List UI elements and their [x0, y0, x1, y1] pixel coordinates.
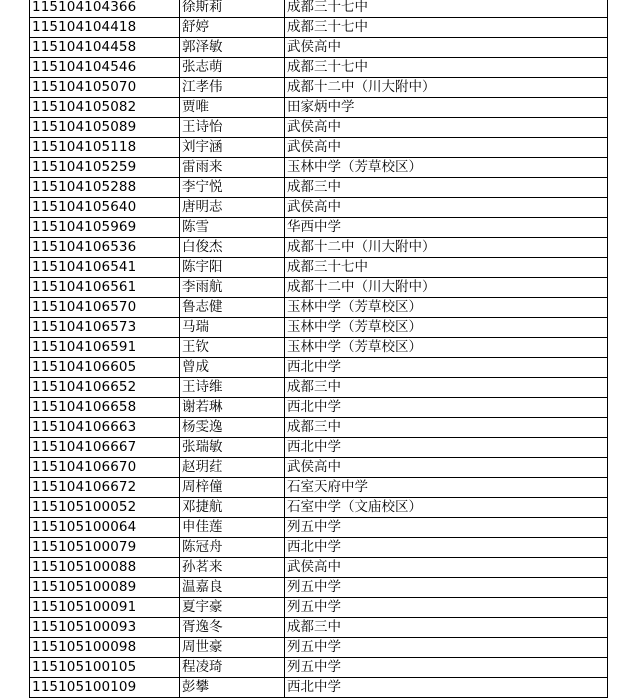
name-cell[interactable]: 白俊杰: [180, 238, 285, 258]
name-cell[interactable]: 彭攀: [180, 678, 285, 698]
id-cell[interactable]: 115105100079: [30, 538, 180, 558]
table-row: [30, 678, 608, 698]
school-cell[interactable]: 列五中学: [285, 658, 608, 678]
table-row: [30, 138, 608, 158]
id-cell[interactable]: 115104105969: [30, 218, 180, 238]
admission-table: [29, 0, 608, 698]
name-cell[interactable]: 周梓僮: [180, 478, 285, 498]
name-cell[interactable]: 雷雨来: [180, 158, 285, 178]
id-cell[interactable]: 115105100064: [30, 518, 180, 538]
name-cell[interactable]: 孙茗来: [180, 558, 285, 578]
name-cell[interactable]: 江孝伟: [180, 78, 285, 98]
school-cell[interactable]: 列五中学: [285, 638, 608, 658]
table-row: [30, 18, 608, 38]
name-cell[interactable]: 陈宇阳: [180, 258, 285, 278]
name-cell[interactable]: 贾唯: [180, 98, 285, 118]
school-cell[interactable]: 玉林中学（芳草校区）: [285, 318, 608, 338]
table-row: [30, 518, 608, 538]
table-row: [30, 458, 608, 478]
school-cell[interactable]: 成都三中: [285, 618, 608, 638]
id-cell[interactable]: 115105100088: [30, 558, 180, 578]
name-cell[interactable]: 郭泽敏: [180, 38, 285, 58]
school-cell[interactable]: 华西中学: [285, 218, 608, 238]
name-cell[interactable]: 张志萌: [180, 58, 285, 78]
id-cell[interactable]: 115105100052: [30, 498, 180, 518]
name-cell[interactable]: 马瑞: [180, 318, 285, 338]
school-cell[interactable]: 武侯高中: [285, 138, 608, 158]
name-cell[interactable]: 王钦: [180, 338, 285, 358]
id-cell[interactable]: 115105100091: [30, 598, 180, 618]
school-cell[interactable]: 成都三中: [285, 418, 608, 438]
table-row: [30, 658, 608, 678]
table-row: [30, 238, 608, 258]
school-cell[interactable]: 西北中学: [285, 438, 608, 458]
table-row: [30, 618, 608, 638]
school-cell[interactable]: 武侯高中: [285, 38, 608, 58]
school-cell[interactable]: 成都三十七中: [285, 258, 608, 278]
name-cell[interactable]: 陈雪: [180, 218, 285, 238]
school-cell[interactable]: 石室中学（文庙校区）: [285, 498, 608, 518]
name-cell[interactable]: 邓捷航: [180, 498, 285, 518]
school-cell[interactable]: 成都三中: [285, 378, 608, 398]
school-cell[interactable]: 玉林中学（芳草校区）: [285, 298, 608, 318]
school-cell[interactable]: 西北中学: [285, 538, 608, 558]
table-row: [30, 438, 608, 458]
id-cell[interactable]: 115104105082: [30, 98, 180, 118]
table-row: [30, 398, 608, 418]
table-row: [30, 38, 608, 58]
school-cell[interactable]: 田家炳中学: [285, 98, 608, 118]
school-cell[interactable]: 西北中学: [285, 358, 608, 378]
table-row: [30, 218, 608, 238]
school-cell[interactable]: 玉林中学（芳草校区）: [285, 158, 608, 178]
school-cell[interactable]: 武侯高中: [285, 118, 608, 138]
name-cell[interactable]: 鲁志健: [180, 298, 285, 318]
name-cell[interactable]: 申佳莲: [180, 518, 285, 538]
table-row: [30, 98, 608, 118]
id-cell[interactable]: 115104104458: [30, 38, 180, 58]
name-cell[interactable]: 曾成: [180, 358, 285, 378]
school-cell[interactable]: 石室天府中学: [285, 478, 608, 498]
name-cell[interactable]: 张瑞敏: [180, 438, 285, 458]
name-cell[interactable]: 胥逸冬: [180, 618, 285, 638]
school-cell[interactable]: 武侯高中: [285, 558, 608, 578]
name-cell[interactable]: 徐斯莉: [180, 0, 285, 18]
school-cell[interactable]: 西北中学: [285, 678, 608, 698]
id-cell[interactable]: 115104106658: [30, 398, 180, 418]
table-row: [30, 118, 608, 138]
name-cell[interactable]: 陈冠舟: [180, 538, 285, 558]
table-row: [30, 418, 608, 438]
school-cell[interactable]: 武侯高中: [285, 458, 608, 478]
name-cell[interactable]: 李宁悦: [180, 178, 285, 198]
school-cell[interactable]: 成都十二中（川大附中）: [285, 278, 608, 298]
id-cell[interactable]: 115104106667: [30, 438, 180, 458]
school-cell[interactable]: 西北中学: [285, 398, 608, 418]
name-cell[interactable]: 李雨航: [180, 278, 285, 298]
table-body: [30, 0, 608, 698]
name-cell[interactable]: 赵玥荭: [180, 458, 285, 478]
name-cell[interactable]: 程凌琦: [180, 658, 285, 678]
id-cell[interactable]: 115105100093: [30, 618, 180, 638]
table-row: [30, 598, 608, 618]
school-cell[interactable]: 列五中学: [285, 578, 608, 598]
school-cell[interactable]: 成都三十七中: [285, 58, 608, 78]
table-row: [30, 478, 608, 498]
table-row: [30, 318, 608, 338]
id-cell[interactable]: 115105100105: [30, 658, 180, 678]
id-cell[interactable]: 115104104418: [30, 18, 180, 38]
name-cell[interactable]: 谢若琳: [180, 398, 285, 418]
table-row: [30, 78, 608, 98]
id-cell[interactable]: 115104106561: [30, 278, 180, 298]
name-cell[interactable]: 夏宇豪: [180, 598, 285, 618]
table-row: [30, 358, 608, 378]
school-cell[interactable]: 列五中学: [285, 598, 608, 618]
table-row: [30, 298, 608, 318]
table-row: [30, 338, 608, 358]
table-row: [30, 58, 608, 78]
name-cell[interactable]: 刘宇涵: [180, 138, 285, 158]
table-row: [30, 538, 608, 558]
name-cell[interactable]: 王诗怡: [180, 118, 285, 138]
table-row: [30, 0, 608, 18]
id-cell[interactable]: 115104106573: [30, 318, 180, 338]
school-cell[interactable]: 武侯高中: [285, 198, 608, 218]
school-cell[interactable]: 成都十二中（川大附中）: [285, 238, 608, 258]
id-cell[interactable]: 115104106591: [30, 338, 180, 358]
id-cell[interactable]: 115104106663: [30, 418, 180, 438]
school-cell[interactable]: 成都三中: [285, 178, 608, 198]
id-cell[interactable]: 115105100098: [30, 638, 180, 658]
table-row: [30, 498, 608, 518]
id-cell[interactable]: 115104105259: [30, 158, 180, 178]
name-cell[interactable]: 杨雯逸: [180, 418, 285, 438]
id-cell[interactable]: 115104106605: [30, 358, 180, 378]
school-cell[interactable]: 玉林中学（芳草校区）: [285, 338, 608, 358]
id-cell[interactable]: 115104105089: [30, 118, 180, 138]
table-row: [30, 378, 608, 398]
table-row: [30, 258, 608, 278]
table-row: [30, 638, 608, 658]
id-cell[interactable]: 115104105288: [30, 178, 180, 198]
id-cell[interactable]: 115104104546: [30, 58, 180, 78]
name-cell[interactable]: 舒婷: [180, 18, 285, 38]
id-cell[interactable]: 115105100109: [30, 678, 180, 698]
id-cell[interactable]: 115104105640: [30, 198, 180, 218]
school-cell[interactable]: 列五中学: [285, 518, 608, 538]
table-row: [30, 278, 608, 298]
id-cell[interactable]: 115104106672: [30, 478, 180, 498]
id-cell[interactable]: 115104106536: [30, 238, 180, 258]
id-cell[interactable]: 115104106541: [30, 258, 180, 278]
id-cell[interactable]: 115104104366: [30, 0, 180, 18]
school-cell[interactable]: 成都十二中（川大附中）: [285, 78, 608, 98]
id-cell[interactable]: 115104106570: [30, 298, 180, 318]
table-row: [30, 198, 608, 218]
id-cell[interactable]: 115104106670: [30, 458, 180, 478]
name-cell[interactable]: 唐明志: [180, 198, 285, 218]
id-cell[interactable]: 115104105070: [30, 78, 180, 98]
name-cell[interactable]: 周世豪: [180, 638, 285, 658]
school-cell[interactable]: 成都三十七中: [285, 18, 608, 38]
table-row: [30, 578, 608, 598]
name-cell[interactable]: 温嘉良: [180, 578, 285, 598]
table-row: [30, 558, 608, 578]
table-row: [30, 158, 608, 178]
id-cell[interactable]: 115104105118: [30, 138, 180, 158]
id-cell[interactable]: 115104106652: [30, 378, 180, 398]
id-cell[interactable]: 115105100089: [30, 578, 180, 598]
spreadsheet: [29, 0, 607, 698]
name-cell[interactable]: 王诗维: [180, 378, 285, 398]
table-row: [30, 178, 608, 198]
school-cell[interactable]: 成都三十七中: [285, 0, 608, 18]
